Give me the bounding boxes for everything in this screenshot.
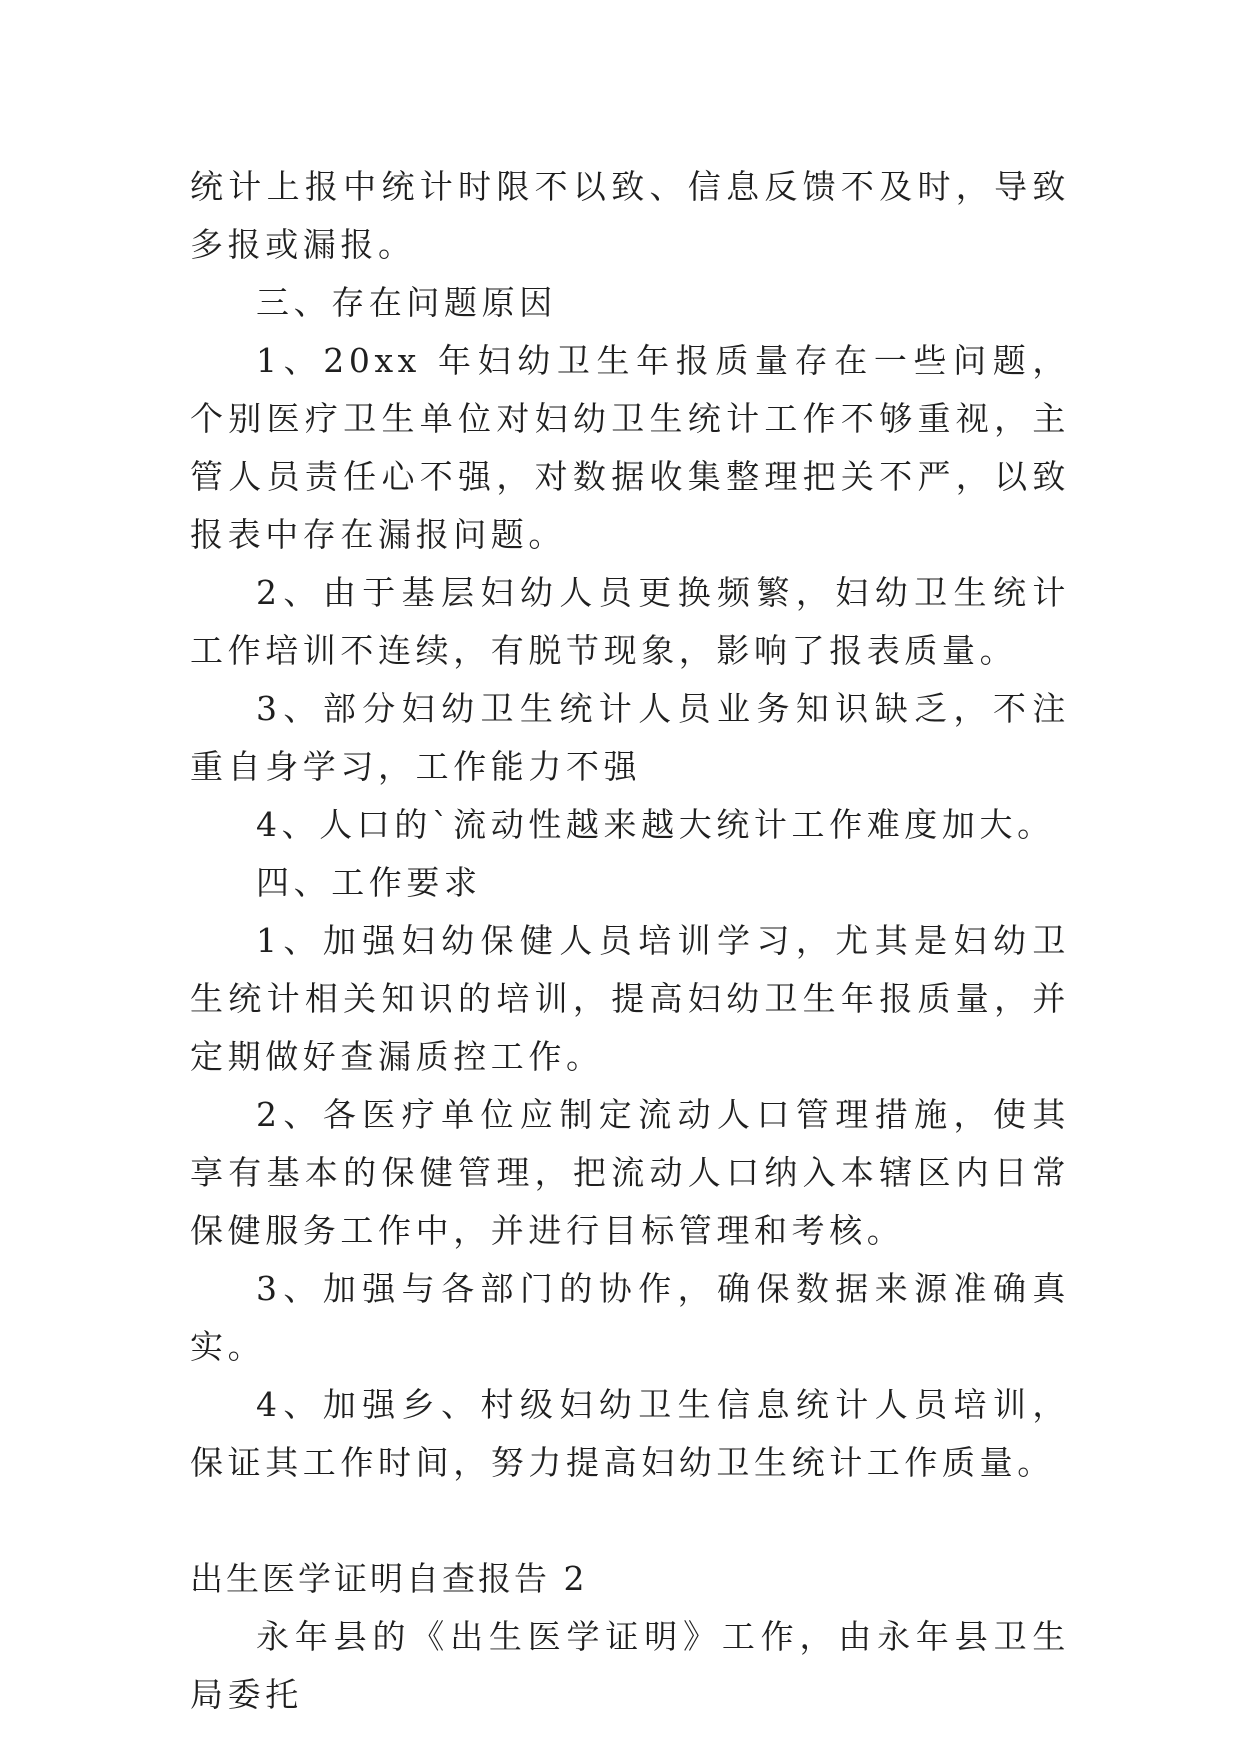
paragraph-reason-3: 3、部分妇幼卫生统计人员业务知识缺乏，不注重自身学习，工作能力不强 — [190, 689, 1070, 786]
paragraph-intro: 永年县的《出生医学证明》工作，由永年县卫生局委托 — [190, 1617, 1070, 1714]
document-body — [190, 158, 1070, 1724]
heading-section-3: 三、存在问题原因 — [256, 283, 557, 322]
paragraph-requirement-3: 3、加强与各部门的协作，确保数据来源准确真实。 — [190, 1269, 1070, 1366]
paragraph-reason-1: 1、20xx 年妇幼卫生年报质量存在一些问题，个别医疗卫生单位对妇幼卫生统计工作不够重视，主管人员责任心不强，对数据收集整理把关不严，以致报表中存在漏报问题。 — [190, 341, 1070, 554]
paragraph-reason-2: 2、由于基层妇幼人员更换频繁，妇幼卫生统计工作培训不连续，有脱节现象，影响了报表质量。 — [190, 573, 1070, 670]
section-spacer — [190, 1492, 1070, 1550]
paragraph-continuation: 统计上报中统计时限不以致、信息反馈不及时，导致多报或漏报。 — [190, 167, 1070, 264]
report-title: 出生医学证明自查报告 2 — [190, 1559, 588, 1598]
paragraph-requirement-1: 1、加强妇幼保健人员培训学习，尤其是妇幼卫生统计相关知识的培训，提高妇幼卫生年报质量，并定期做好查漏质控工作。 — [190, 921, 1070, 1076]
heading-section-4: 四、工作要求 — [256, 863, 482, 902]
paragraph-reason-4: 4、人口的`流动性越来越大统计工作难度加大。 — [256, 805, 1055, 844]
paragraph-requirement-4: 4、加强乡、村级妇幼卫生信息统计人员培训，保证其工作时间，努力提高妇幼卫生统计工作质量。 — [190, 1385, 1070, 1482]
paragraph-requirement-2: 2、各医疗单位应制定流动人口管理措施，使其享有基本的保健管理，把流动人口纳入本辖区内日常保健服务工作中，并进行目标管理和考核。 — [190, 1095, 1070, 1250]
